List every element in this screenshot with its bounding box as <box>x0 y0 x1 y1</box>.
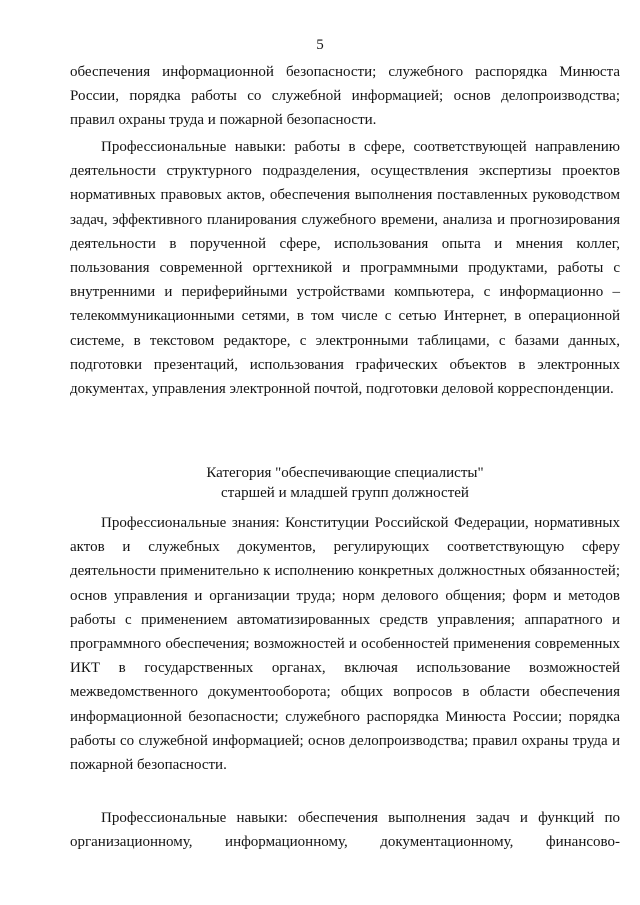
paragraph-professional-skills-2: Профессиональные навыки: обеспечения выполнения задач и функций по организационному, информационному, документационному, финансово- <box>70 810 620 851</box>
section-heading-line-2: старшей и младшей групп должностей <box>221 485 469 501</box>
section-heading <box>70 463 620 503</box>
paragraph-professional-knowledge: Профессиональные знания: Конституции Российской Федерации, нормативных актов и служебных документов, регулирующих соответствующую сферу деятельности применительно к исполнению конкретных должностных обязанностей; основ управления и организации труда; норм делового общения; форм и методов работы с применением автоматизированных средств управления; аппаратного и программного обеспечения; возможностей и особенностей применения современных ИКТ в государственных органах, включая использование возможностей межведомственного документооборота; общих вопросов в области обеспечения информационной безопасности; служебного распорядка Минюста России; порядка работы со служебной информацией; основ делопроизводства; правил охраны труда и пожарной безопасности. <box>70 515 620 774</box>
paragraph-professional-skills: Профессиональные навыки: работы в сфере, соответствующей направлению деятельности структурного подразделения, осуществления экспертизы проектов нормативных правовых актов, обеспечения выполнения поставленных руководством задач, эффективного планирования служебного времени, анализа и прогнозирования деятельности в порученной сфере, использования опыта и мнения коллег, пользования современной оргтехникой и программными продуктами, работы с внутренними и периферийными устройствами компьютера, с информационно – телекоммуникационными сетями, в том числе с сетью Интернет, в операционной системе, в текстовом редакторе, с электронными таблицами, с базами данных, подготовки презентаций, использования графических объектов в электронных документах, управления электронной почтой, подготовки деловой корреспонденции. <box>70 139 620 398</box>
page-number: 5 <box>316 37 324 53</box>
paragraph-continuation: обеспечения информационной безопасности; служебного распорядка Минюста России, порядка работы со служебной информацией; основ делопроизводства; правил охраны труда и пожарной безопасности. <box>70 64 620 129</box>
section-heading-line-1: Категория "обеспечивающие специалисты" <box>206 465 484 481</box>
